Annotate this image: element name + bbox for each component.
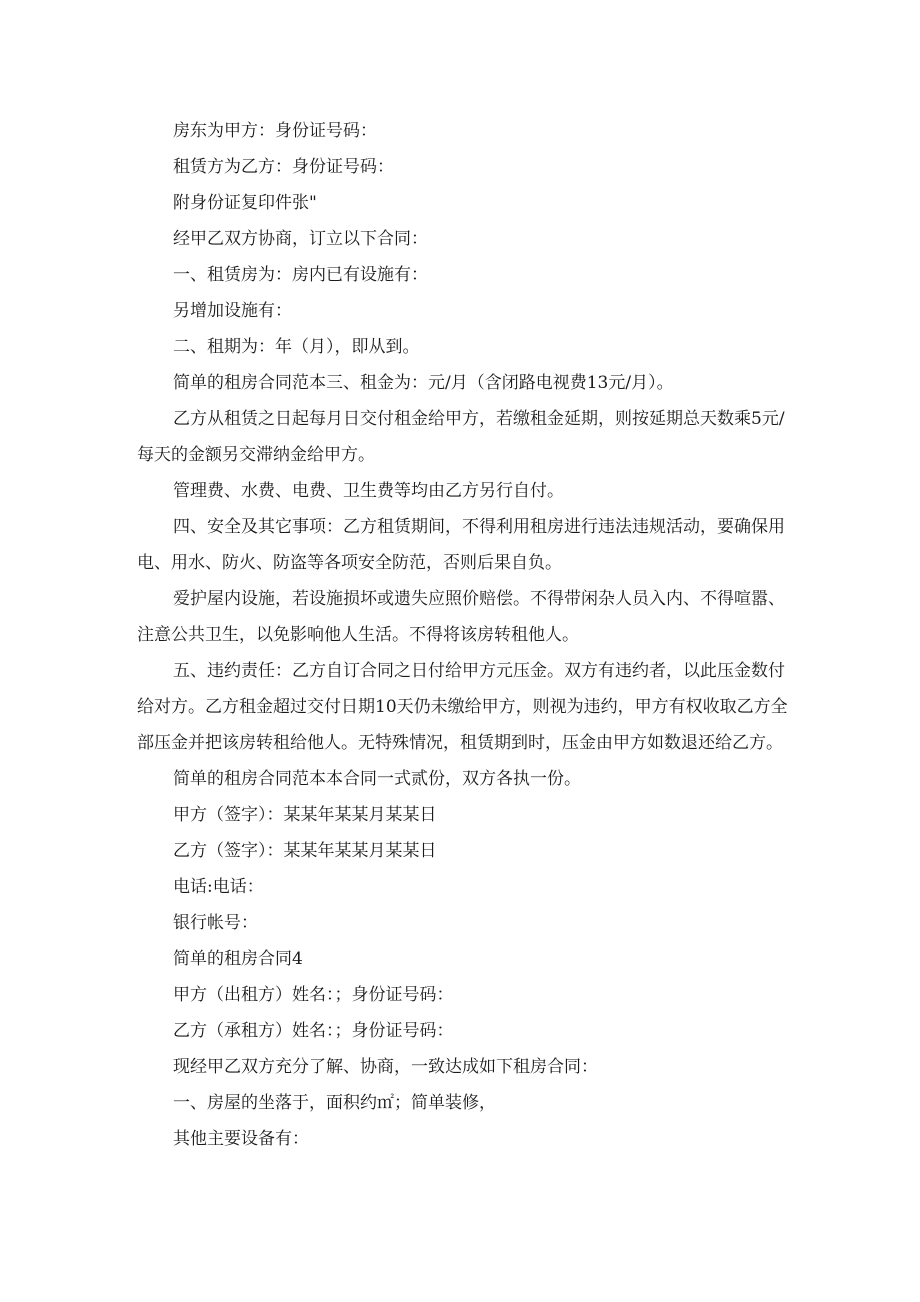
paragraph-bank-account: 银行帐号： [173,913,258,933]
paragraph-house-location: 一、房屋的坐落于，面积约㎡；简单装修， [173,1093,496,1113]
paragraph-section-1: 一、租赁房为：房内已有设施有： [173,265,428,285]
paragraph-tenant: 租赁方为乙方：身份证号码： [173,157,394,177]
paragraph-copies: 简单的租房合同范本本合同一式贰份，双方各执一份。 [173,769,581,789]
paragraph-party-a-signature: 甲方（签字）：某某年某某月某某日 [173,805,437,825]
paragraph-fees: 管理费、水费、电费、卫生费等均由乙方另行自付。 [173,481,564,501]
paragraph-equipment: 其他主要设备有： [173,1129,309,1149]
paragraph-contract-4-title: 简单的租房合同4 [173,949,303,969]
paragraph-section-5: 五、违约责任：乙方自订合同之日付给甲方元压金。双方有违约者，以此压金数付给对方。乙方租金超过交付日期10天仍未缴给甲方，则视为违约，甲方有权收取乙方全部压金并把该房转租给他人。无特殊情况，租赁期到时，压金由甲方如数退还给乙方。 [137,661,788,753]
paragraph-consensus: 现经甲乙双方充分了解、协商，一致达成如下租房合同： [173,1057,598,1077]
paragraph-section-2: 二、租期为：年（月），即从到。 [173,337,420,357]
paragraph-phone: 电话:电话： [173,877,264,897]
paragraph-party-b-signature: 乙方（签字）：某某年某某月某某日 [173,841,437,861]
paragraph-landlord: 房东为甲方：身份证号码： [173,121,377,141]
paragraph-rent-payment: 乙方从租赁之日起每月日交付租金给甲方，若缴租金延期，则按延期总天数乘5元/每天的金额另交滞纳金给甲方。 [137,409,785,465]
paragraph-agreement-intro: 经甲乙双方协商，订立以下合同： [173,229,428,249]
paragraph-lessor: 甲方（出租方）姓名：；身份证号码： [173,985,454,1005]
paragraph-care: 爱护屋内设施，若设施损坏或遗失应照价赔偿。不得带闲杂人员入内、不得喧嚣、注意公共卫生，以免影响他人生活。不得将该房转租他人。 [137,589,785,645]
paragraph-section-3: 简单的租房合同范本三、租金为：元/月（含闭路电视费13元/月）。 [173,373,674,393]
paragraph-section-4: 四、安全及其它事项：乙方租赁期间，不得利用租房进行违法违规活动，要确保用电、用水、防火、防盗等各项安全防范，否则后果自负。 [137,517,785,573]
document-body [137,113,797,1157]
paragraph-id-copy: 附身份证复印件张" [173,193,317,213]
paragraph-lessee: 乙方（承租方）姓名：；身份证号码： [173,1021,454,1041]
paragraph-extra-facilities: 另增加设施有： [173,301,292,321]
